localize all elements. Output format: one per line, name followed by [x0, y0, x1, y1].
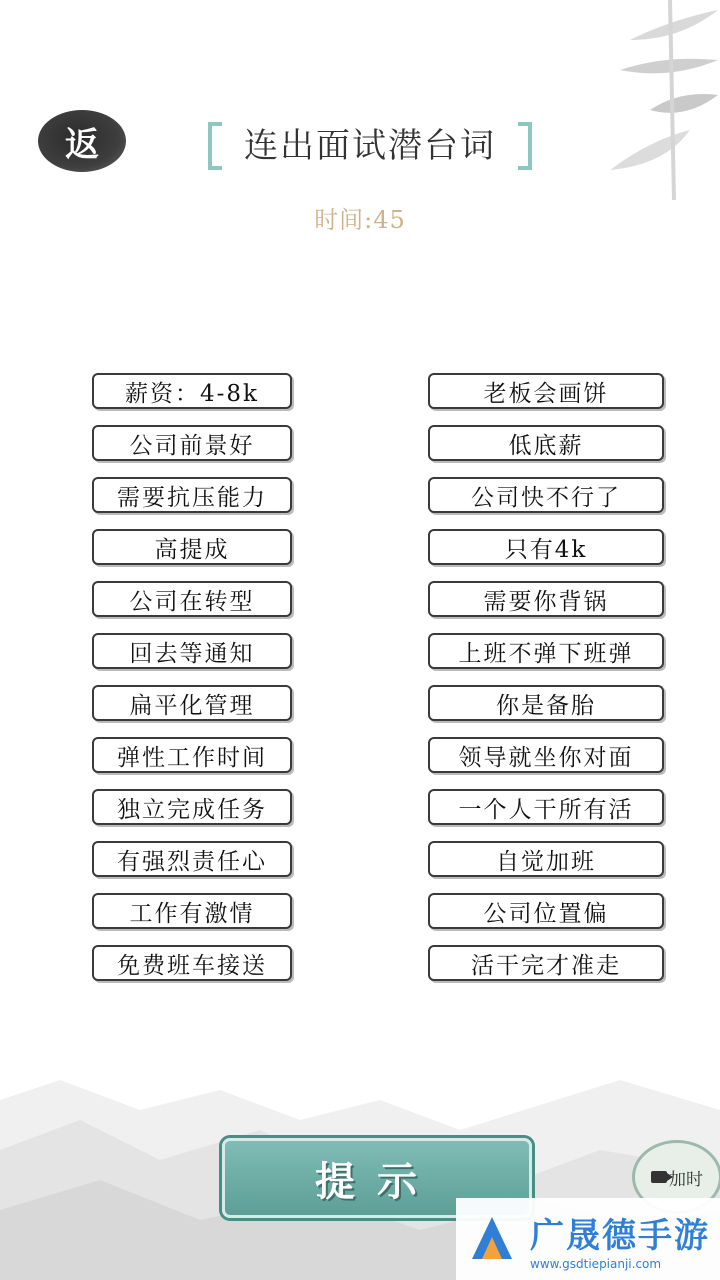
left-word-card[interactable]: 免费班车接送	[92, 945, 292, 981]
site-watermark	[456, 1198, 720, 1280]
title-left-bracket	[208, 122, 222, 170]
right-word-card[interactable]: 自觉加班	[428, 841, 664, 877]
right-word-card[interactable]: 公司位置偏	[428, 893, 664, 929]
right-word-card[interactable]: 只有4k	[428, 529, 664, 565]
watermark-logo-icon	[462, 1209, 522, 1269]
level-title	[200, 118, 540, 166]
right-word-card[interactable]: 低底薪	[428, 425, 664, 461]
watermark-title: 广晟德手游	[530, 1215, 710, 1256]
right-word-card[interactable]: 你是备胎	[428, 685, 664, 721]
right-word-card[interactable]: 活干完才准走	[428, 945, 664, 981]
left-word-card[interactable]: 高提成	[92, 529, 292, 565]
left-word-card[interactable]: 扁平化管理	[92, 685, 292, 721]
right-word-card[interactable]: 公司快不行了	[428, 477, 664, 513]
level-title-text: 连出面试潜台词	[244, 125, 496, 166]
right-word-card[interactable]: 上班不弹下班弹	[428, 633, 664, 669]
left-word-card[interactable]: 独立完成任务	[92, 789, 292, 825]
video-camera-icon	[651, 1171, 667, 1183]
left-word-card[interactable]: 薪资：4-8k	[92, 373, 292, 409]
right-word-card[interactable]: 需要你背锅	[428, 581, 664, 617]
back-button-label: 返	[65, 124, 99, 165]
left-word-card[interactable]: 需要抗压能力	[92, 477, 292, 513]
bamboo-decoration	[570, 0, 720, 200]
countdown-timer: 时间:45	[314, 206, 406, 234]
back-button[interactable]	[38, 110, 126, 172]
title-right-bracket	[518, 122, 532, 170]
add-time-label: 加时	[669, 1169, 703, 1190]
left-word-card[interactable]: 工作有激情	[92, 893, 292, 929]
right-word-card[interactable]: 一个人干所有活	[428, 789, 664, 825]
hint-button-label: 提示	[315, 1157, 439, 1205]
left-word-card[interactable]: 回去等通知	[92, 633, 292, 669]
left-word-card[interactable]: 有强烈责任心	[92, 841, 292, 877]
right-word-card[interactable]: 老板会画饼	[428, 373, 664, 409]
left-word-card[interactable]: 公司在转型	[92, 581, 292, 617]
right-word-card[interactable]: 领导就坐你对面	[428, 737, 664, 773]
left-word-card[interactable]: 弹性工作时间	[92, 737, 292, 773]
watermark-url: www.gsdtiepianji.com	[530, 1256, 662, 1271]
left-word-card[interactable]: 公司前景好	[92, 425, 292, 461]
